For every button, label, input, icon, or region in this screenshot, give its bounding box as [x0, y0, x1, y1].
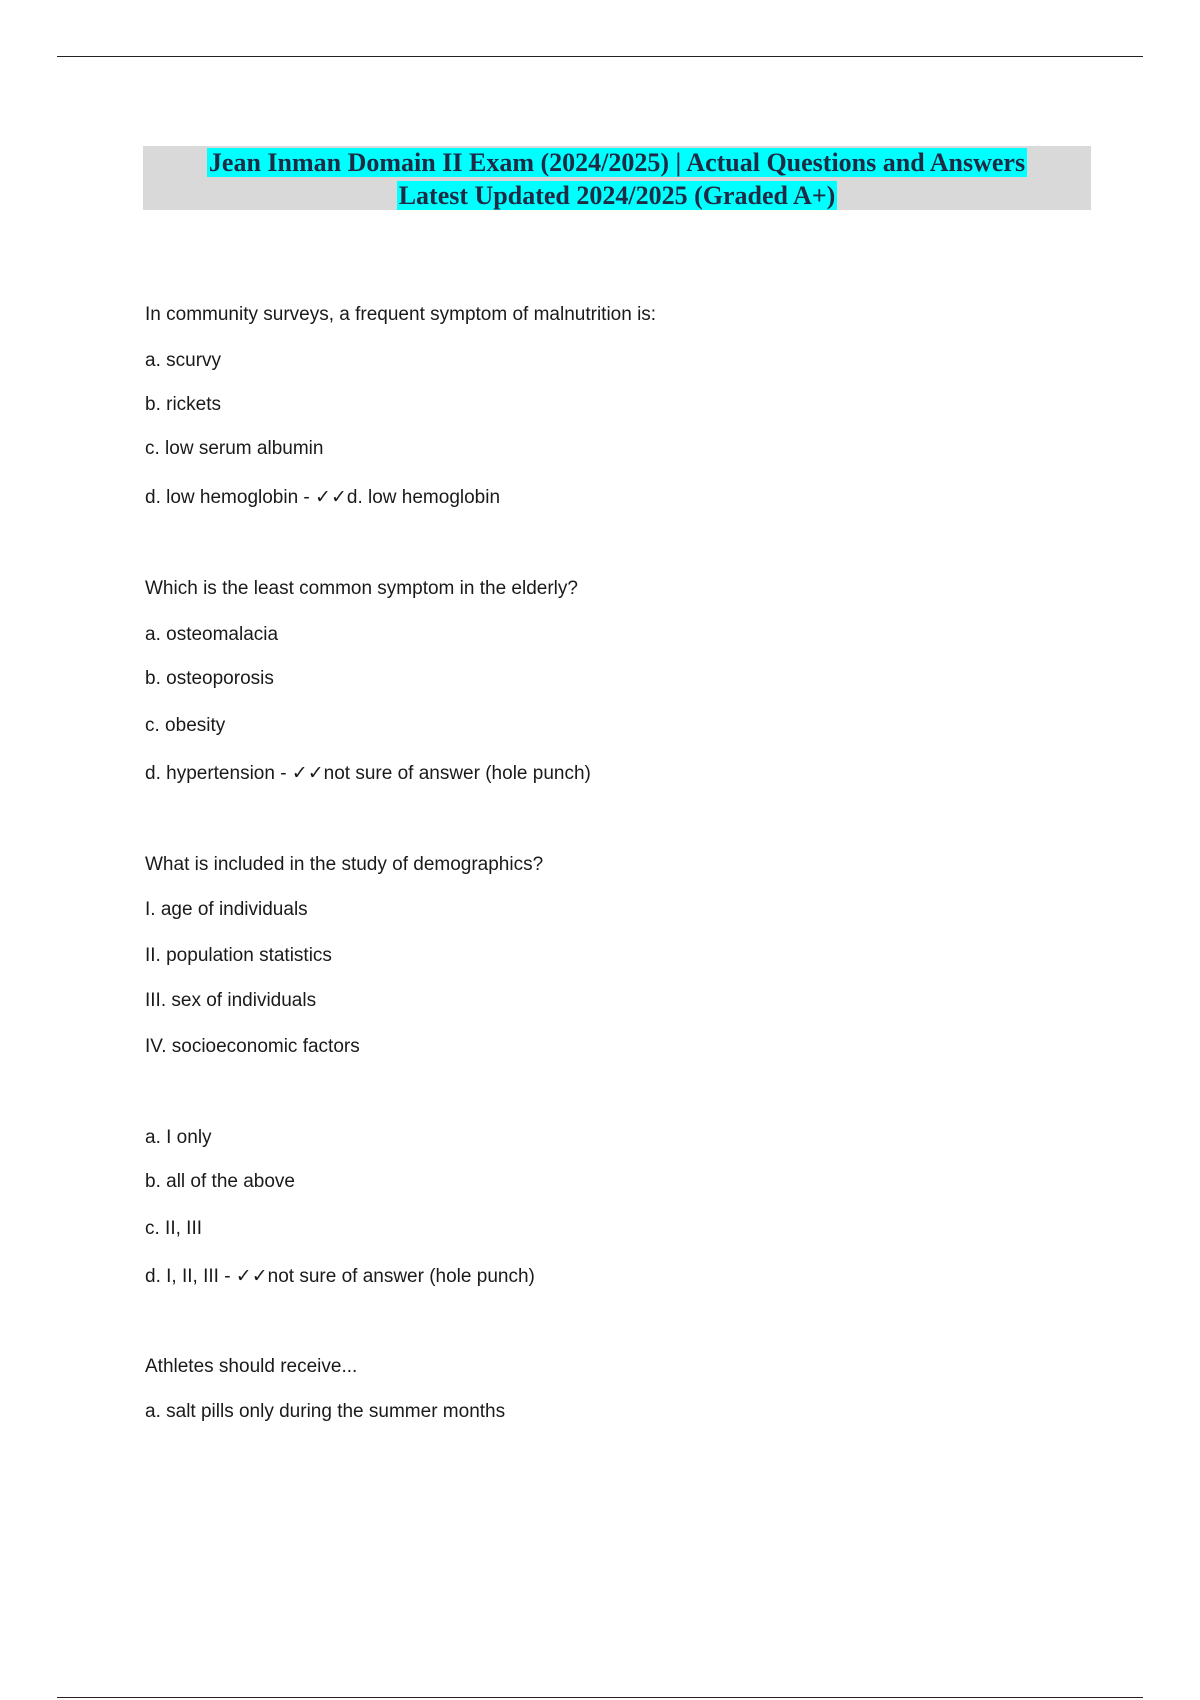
question-3-item-4: IV. socioeconomic factors: [145, 1036, 360, 1057]
question-3-item-3: III. sex of individuals: [145, 990, 317, 1011]
question-3-option-a: a. I only: [145, 1127, 212, 1148]
question-3-item-1: I. age of individuals: [145, 899, 308, 920]
question-2-option-d-answer: d. hypertension - ✓✓not sure of answer (hole punch): [145, 763, 591, 784]
question-3-prompt: What is included in the study of demographics?: [145, 854, 544, 875]
question-2-option-a: a. osteomalacia: [145, 624, 279, 645]
bottom-rule: [57, 1697, 1143, 1698]
question-1-option-b: b. rickets: [145, 394, 222, 415]
question-2-option-b: b. osteoporosis: [145, 668, 274, 689]
top-rule: [57, 56, 1143, 57]
question-4-option-a: a. salt pills only during the summer months: [145, 1401, 506, 1422]
question-3-option-c: c. II, III: [145, 1218, 203, 1239]
question-1-prompt: In community surveys, a frequent symptom of malnutrition is:: [145, 304, 657, 325]
question-3-option-d-answer: d. I, II, III - ✓✓not sure of answer (hole punch): [145, 1266, 535, 1287]
question-2-prompt: Which is the least common symptom in the elderly?: [145, 578, 578, 599]
title-line-1: Jean Inman Domain II Exam (2024/2025) | Actual Questions and Answers: [208, 148, 1026, 177]
question-2-option-c: c. obesity: [145, 715, 226, 736]
question-4-prompt: Athletes should receive...: [145, 1356, 358, 1377]
question-3-option-b: b. all of the above: [145, 1171, 295, 1192]
title-line-2: Latest Updated 2024/2025 (Graded A+): [398, 181, 836, 210]
question-1-option-a: a. scurvy: [145, 350, 222, 371]
question-1-option-c: c. low serum albumin: [145, 438, 324, 459]
document-title: [143, 146, 1091, 210]
question-3-item-2: II. population statistics: [145, 945, 332, 966]
question-1-option-d-answer: d. low hemoglobin - ✓✓d. low hemoglobin: [145, 487, 501, 508]
